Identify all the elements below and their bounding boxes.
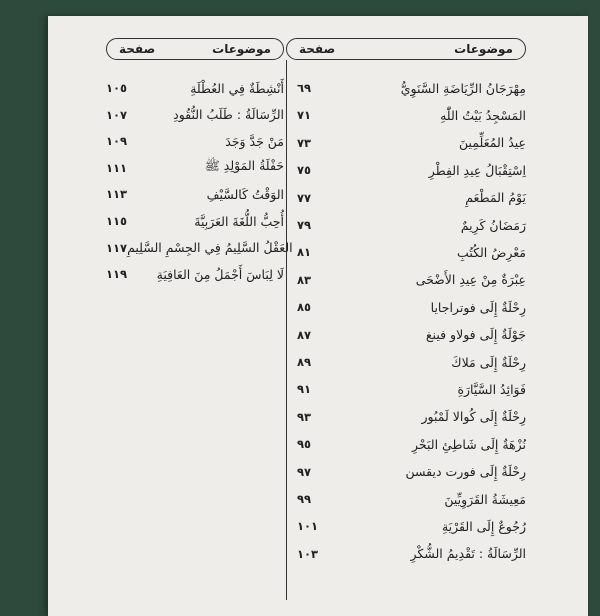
page-number: ١٠٧ [106, 107, 128, 122]
topic-title: جَوْلَةٌ إِلَى فولاو فينغ [425, 327, 526, 343]
topic-title: مِهْرَجَانُ الرِّيَاضَةِ السَّنَوِيُّ [400, 80, 526, 96]
page-number: ٧٥ [297, 163, 312, 178]
topic-title: رِحْلَةٌ إِلَى مَلاكَ [451, 354, 526, 370]
toc-row [287, 186, 526, 210]
page-header-label: صفحة [299, 42, 336, 56]
page-number: ٨٣ [297, 272, 312, 287]
page-number: ٧١ [297, 108, 312, 123]
topic-title: مَنْ جَدَّ وَجَدَ [225, 133, 284, 149]
page-number: ٩٣ [297, 409, 312, 424]
toc-row [287, 323, 526, 347]
topics-header-label: موضوعات [454, 42, 513, 56]
toc-column-right [286, 38, 526, 600]
toc-row [287, 268, 526, 292]
page-number: ٨١ [297, 245, 312, 260]
topic-title: رَمَضَانُ كَرِيمٌ [460, 217, 526, 233]
topic-title: رِحْلَةٌ إِلَى كُوالا لَمْبُور [421, 409, 526, 425]
book-page [48, 16, 588, 616]
toc-row [106, 76, 284, 100]
toc-row [287, 460, 526, 484]
topic-title: أُحِبُّ اللُّغَةَ العَرَبِيَّةَ [194, 213, 284, 229]
toc-row [287, 213, 526, 237]
page-number: ٧٣ [297, 135, 312, 150]
topic-title: رُجُوعٌ إِلَى القَرْيَةِ [441, 518, 526, 534]
toc-row [287, 514, 526, 538]
page-number: ١١٧ [106, 240, 128, 255]
topic-title: فَوَائِدُ السَّيَّارَةِ [457, 381, 526, 397]
page-number: ١٠٥ [106, 81, 128, 95]
topic-title: رِحْلَةٌ إِلَى فورت ديقسن [405, 464, 526, 480]
topic-title: نُزْهَةٌ إِلَى شَاطِئِ البَحْرِ [412, 436, 526, 452]
toc-row [287, 103, 526, 127]
page-number: ٨٩ [297, 355, 312, 369]
column-header-right [286, 38, 526, 60]
toc-row [287, 76, 526, 100]
page-number: ١١٩ [106, 267, 128, 282]
toc-row [287, 295, 526, 319]
toc-row [106, 129, 284, 153]
topic-title: لَا لِبَاسَ أَجْمَلُ مِنَ العَافِيَةِ [156, 266, 284, 282]
page-number: ٦٩ [297, 81, 312, 95]
topic-title: اِسْتِقْبَالُ عِيدِ الفِطْرِ [428, 162, 526, 178]
topic-title: حَفْلَةُ المَوْلِدِ ﷺ [204, 158, 284, 174]
page-number: ١٠٣ [297, 546, 319, 561]
topic-title: الوَقْتُ كَالسَّيْفِ [206, 186, 284, 202]
toc-row [106, 182, 284, 206]
topic-title: عِيدُ المُعَلِّمِينَ [459, 135, 526, 151]
page-number: ١١٣ [106, 187, 128, 202]
toc-row [287, 350, 526, 374]
toc-row [287, 405, 526, 429]
toc-row [287, 377, 526, 401]
toc-row [106, 156, 284, 180]
page-number: ١٠١ [297, 519, 319, 534]
page-number: ٩٥ [297, 437, 312, 452]
toc-column-left [106, 38, 293, 282]
page-number: ٧٩ [297, 218, 312, 232]
page-number: ٧٧ [297, 190, 312, 205]
toc-row [287, 432, 526, 456]
toc-row [287, 542, 526, 566]
toc-row [287, 240, 526, 264]
column-header-left [106, 38, 284, 60]
topic-title: مَعِيشَةُ القَرَوِيِّينَ [444, 491, 526, 507]
toc-row [106, 236, 293, 260]
page-number: ١١١ [106, 160, 128, 175]
toc-row [106, 103, 284, 127]
topic-title: المَسْجِدُ بَيْتُ اللّٰهِ [440, 107, 526, 123]
toc-row [106, 209, 284, 233]
page-number: ٨٧ [297, 327, 312, 342]
page-number: ٩٩ [297, 492, 312, 506]
topic-title: أَنْشِطَةٌ فِي العُطْلَةِ [190, 80, 284, 96]
page-number: ١١٥ [106, 214, 128, 228]
topics-header-label: موضوعات [212, 42, 271, 56]
page-number: ١٠٩ [106, 134, 128, 149]
topic-title: مَعْرِضُ الكُتُبِ [457, 244, 526, 260]
toc-row [287, 131, 526, 155]
page-number: ٩١ [297, 382, 312, 397]
toc-row [106, 262, 284, 286]
toc-row [287, 487, 526, 511]
topic-title: الرِّسَالَةُ : طَلَبُ النُّقُودِ [173, 107, 284, 123]
topic-title: رِحْلَةٌ إِلَى فوتراجايا [430, 299, 526, 315]
toc-list-right [286, 60, 526, 600]
page-number: ٩٧ [297, 464, 312, 479]
topic-title: العَقْلُ السَّلِيمُ فِي الجِسْمِ السَّلِيمِ [127, 240, 293, 256]
topic-title: الرِّسَالَةُ : تَقْدِيمُ الشُّكْرِ [410, 546, 526, 562]
page-number: ٨٥ [297, 300, 312, 315]
page-header-label: صفحة [119, 42, 156, 56]
toc-row [287, 158, 526, 182]
topic-title: عِبْرَةٌ مِنْ عِيدِ الأَضْحَى [415, 272, 526, 288]
topic-title: يَوْمُ المَطْعَمِ [465, 190, 526, 206]
